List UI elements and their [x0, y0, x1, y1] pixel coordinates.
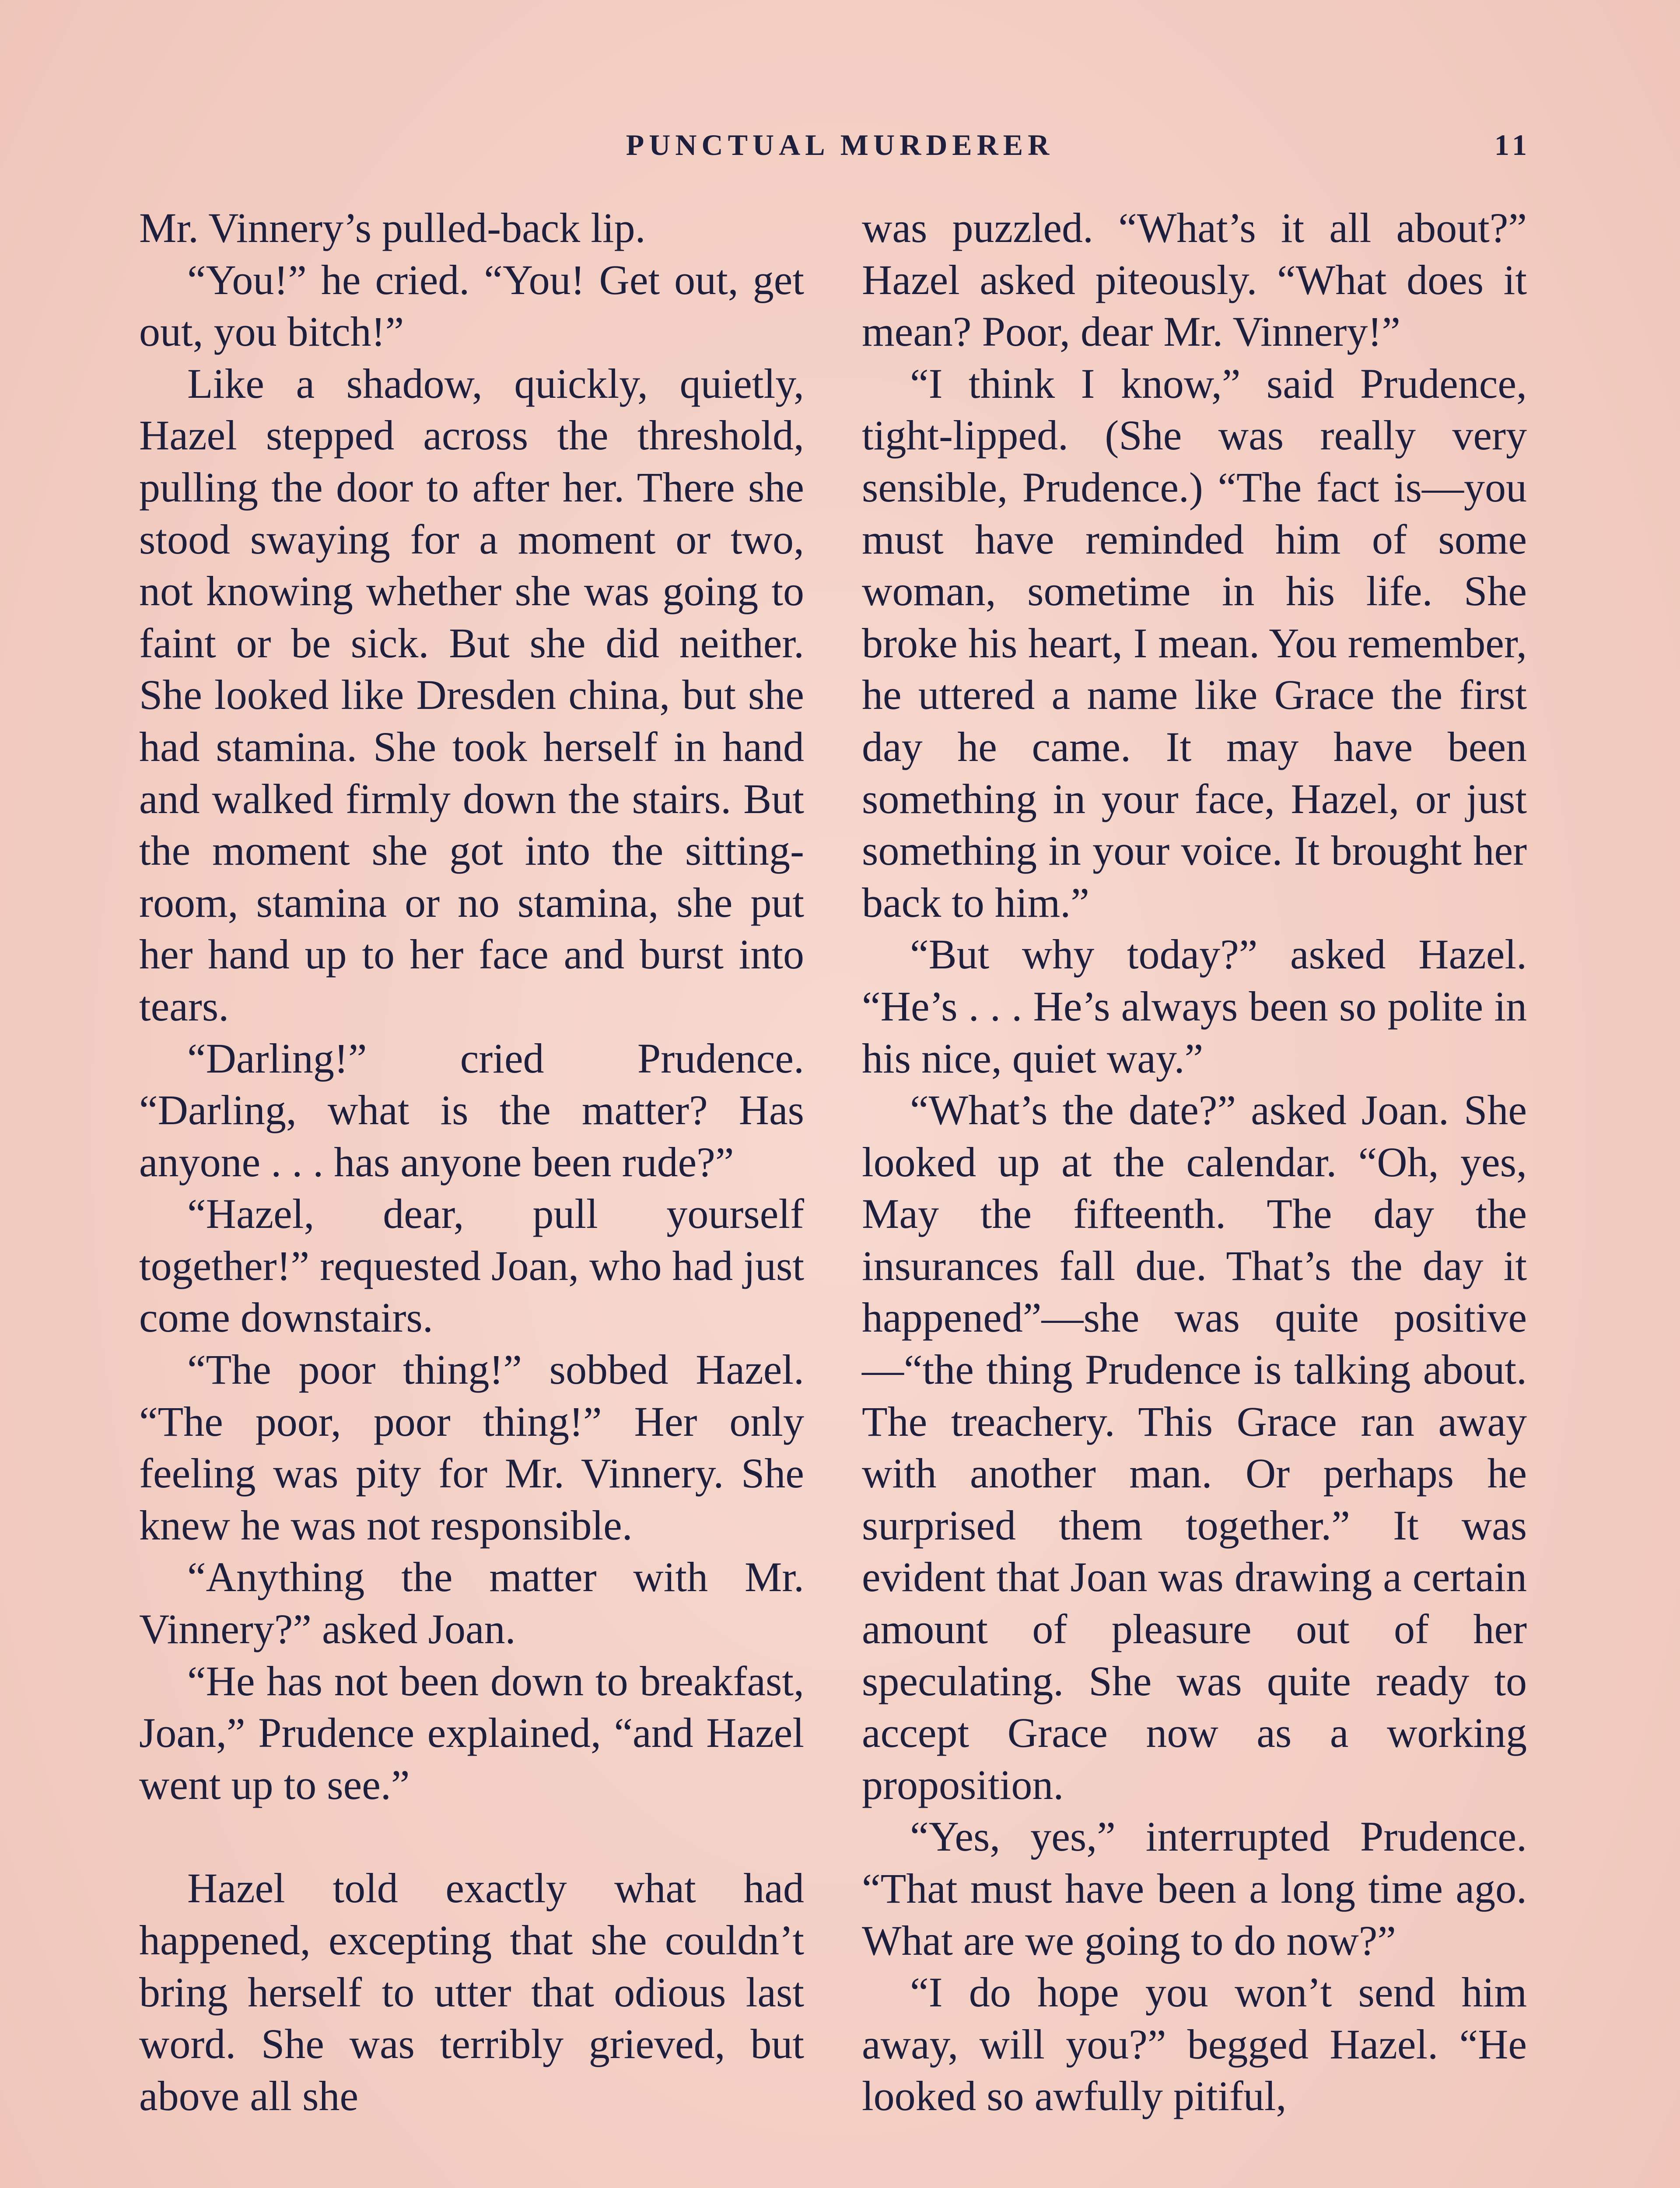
paragraph: “Yes, yes,” interrupted Prudence. “That must have been a long time ago. What are we going to do now?”: [862, 1813, 1527, 1964]
paragraph: “I think I know,” said Prudence, tight-lipped. (She was really very sensible, Prudence.) “The fact is—you must have reminded him of some woman, sometime in his life. She broke his heart, I mean. You remember, he uttered a name like Grace the first day he came. It may have been something in your face, Hazel, or just something in your voice. It brought her back to him.”: [862, 360, 1527, 926]
paragraph: “What’s the date?” asked Joan. She looked up at the calendar. “Oh, yes, May the fifteenth. The day the insurances fall due. That’s the day it happened”—she was quite positive—“the thing Prudence is talking about. The treachery. This Grace ran away with another man. Or perhaps he surprised them together.” It was evident that Joan was drawing a certain amount of pleasure out of her speculating. She was quite ready to accept Grace now as a working proposition.: [862, 1087, 1527, 1808]
paragraph: Mr. Vinnery’s pulled-back lip.: [139, 204, 646, 251]
paragraph: was puzzled. “What’s it all about?” Hazel asked piteously. “What does it mean? Poor, dear Mr. Vinnery!”: [862, 204, 1527, 355]
paragraph: “He has not been down to breakfast, Joan,” Prudence explained, “and Hazel went up to see.”: [139, 1657, 804, 1808]
paragraph: “You!” he cried. “You! Get out, get out, you bitch!”: [139, 256, 804, 355]
paragraph: Hazel told exactly what had happened, excepting that she couldn’t bring herself to utter that odious last word. She was terribly grieved, but above all she: [139, 1865, 804, 2119]
running-title: PUNCTUAL MURDERER: [626, 128, 1054, 161]
paragraph: “Darling!” cried Prudence. “Darling, what is the matter? Has anyone . . . has anyone been rude?”: [139, 1034, 804, 1185]
left-column: [139, 202, 804, 2122]
paragraph: “The poor thing!” sobbed Hazel. “The poor, poor thing!” Her only feeling was pity for Mr. Vinnery. She knew he was not responsible.: [139, 1346, 804, 1549]
paragraph: Like a shadow, quickly, quietly, Hazel stepped across the threshold, pulling the door to after her. There she stood swaying for a moment or two, not knowing whether she was going to faint or be sick. But she did neither. She looked like Dresden china, but she had stamina. She took herself in hand and walked firmly down the stairs. But the moment she got into the sitting-room, stamina or no stamina, she put her hand up to her face and burst into tears.: [139, 360, 804, 1030]
page-number: 11: [1494, 128, 1531, 161]
paragraph: “Hazel, dear, pull yourself together!” requested Joan, who had just come downstairs.: [139, 1190, 804, 1341]
paragraph: “Anything the matter with Mr. Vinnery?” asked Joan.: [139, 1553, 804, 1653]
right-column: [862, 202, 1527, 2122]
paragraph: “I do hope you won’t send him away, will you?” begged Hazel. “He looked so awfully pitiful,: [862, 1969, 1527, 2120]
paragraph: “But why today?” asked Hazel. “He’s . . . He’s always been so polite in his nice, quiet way.”: [862, 931, 1527, 1082]
